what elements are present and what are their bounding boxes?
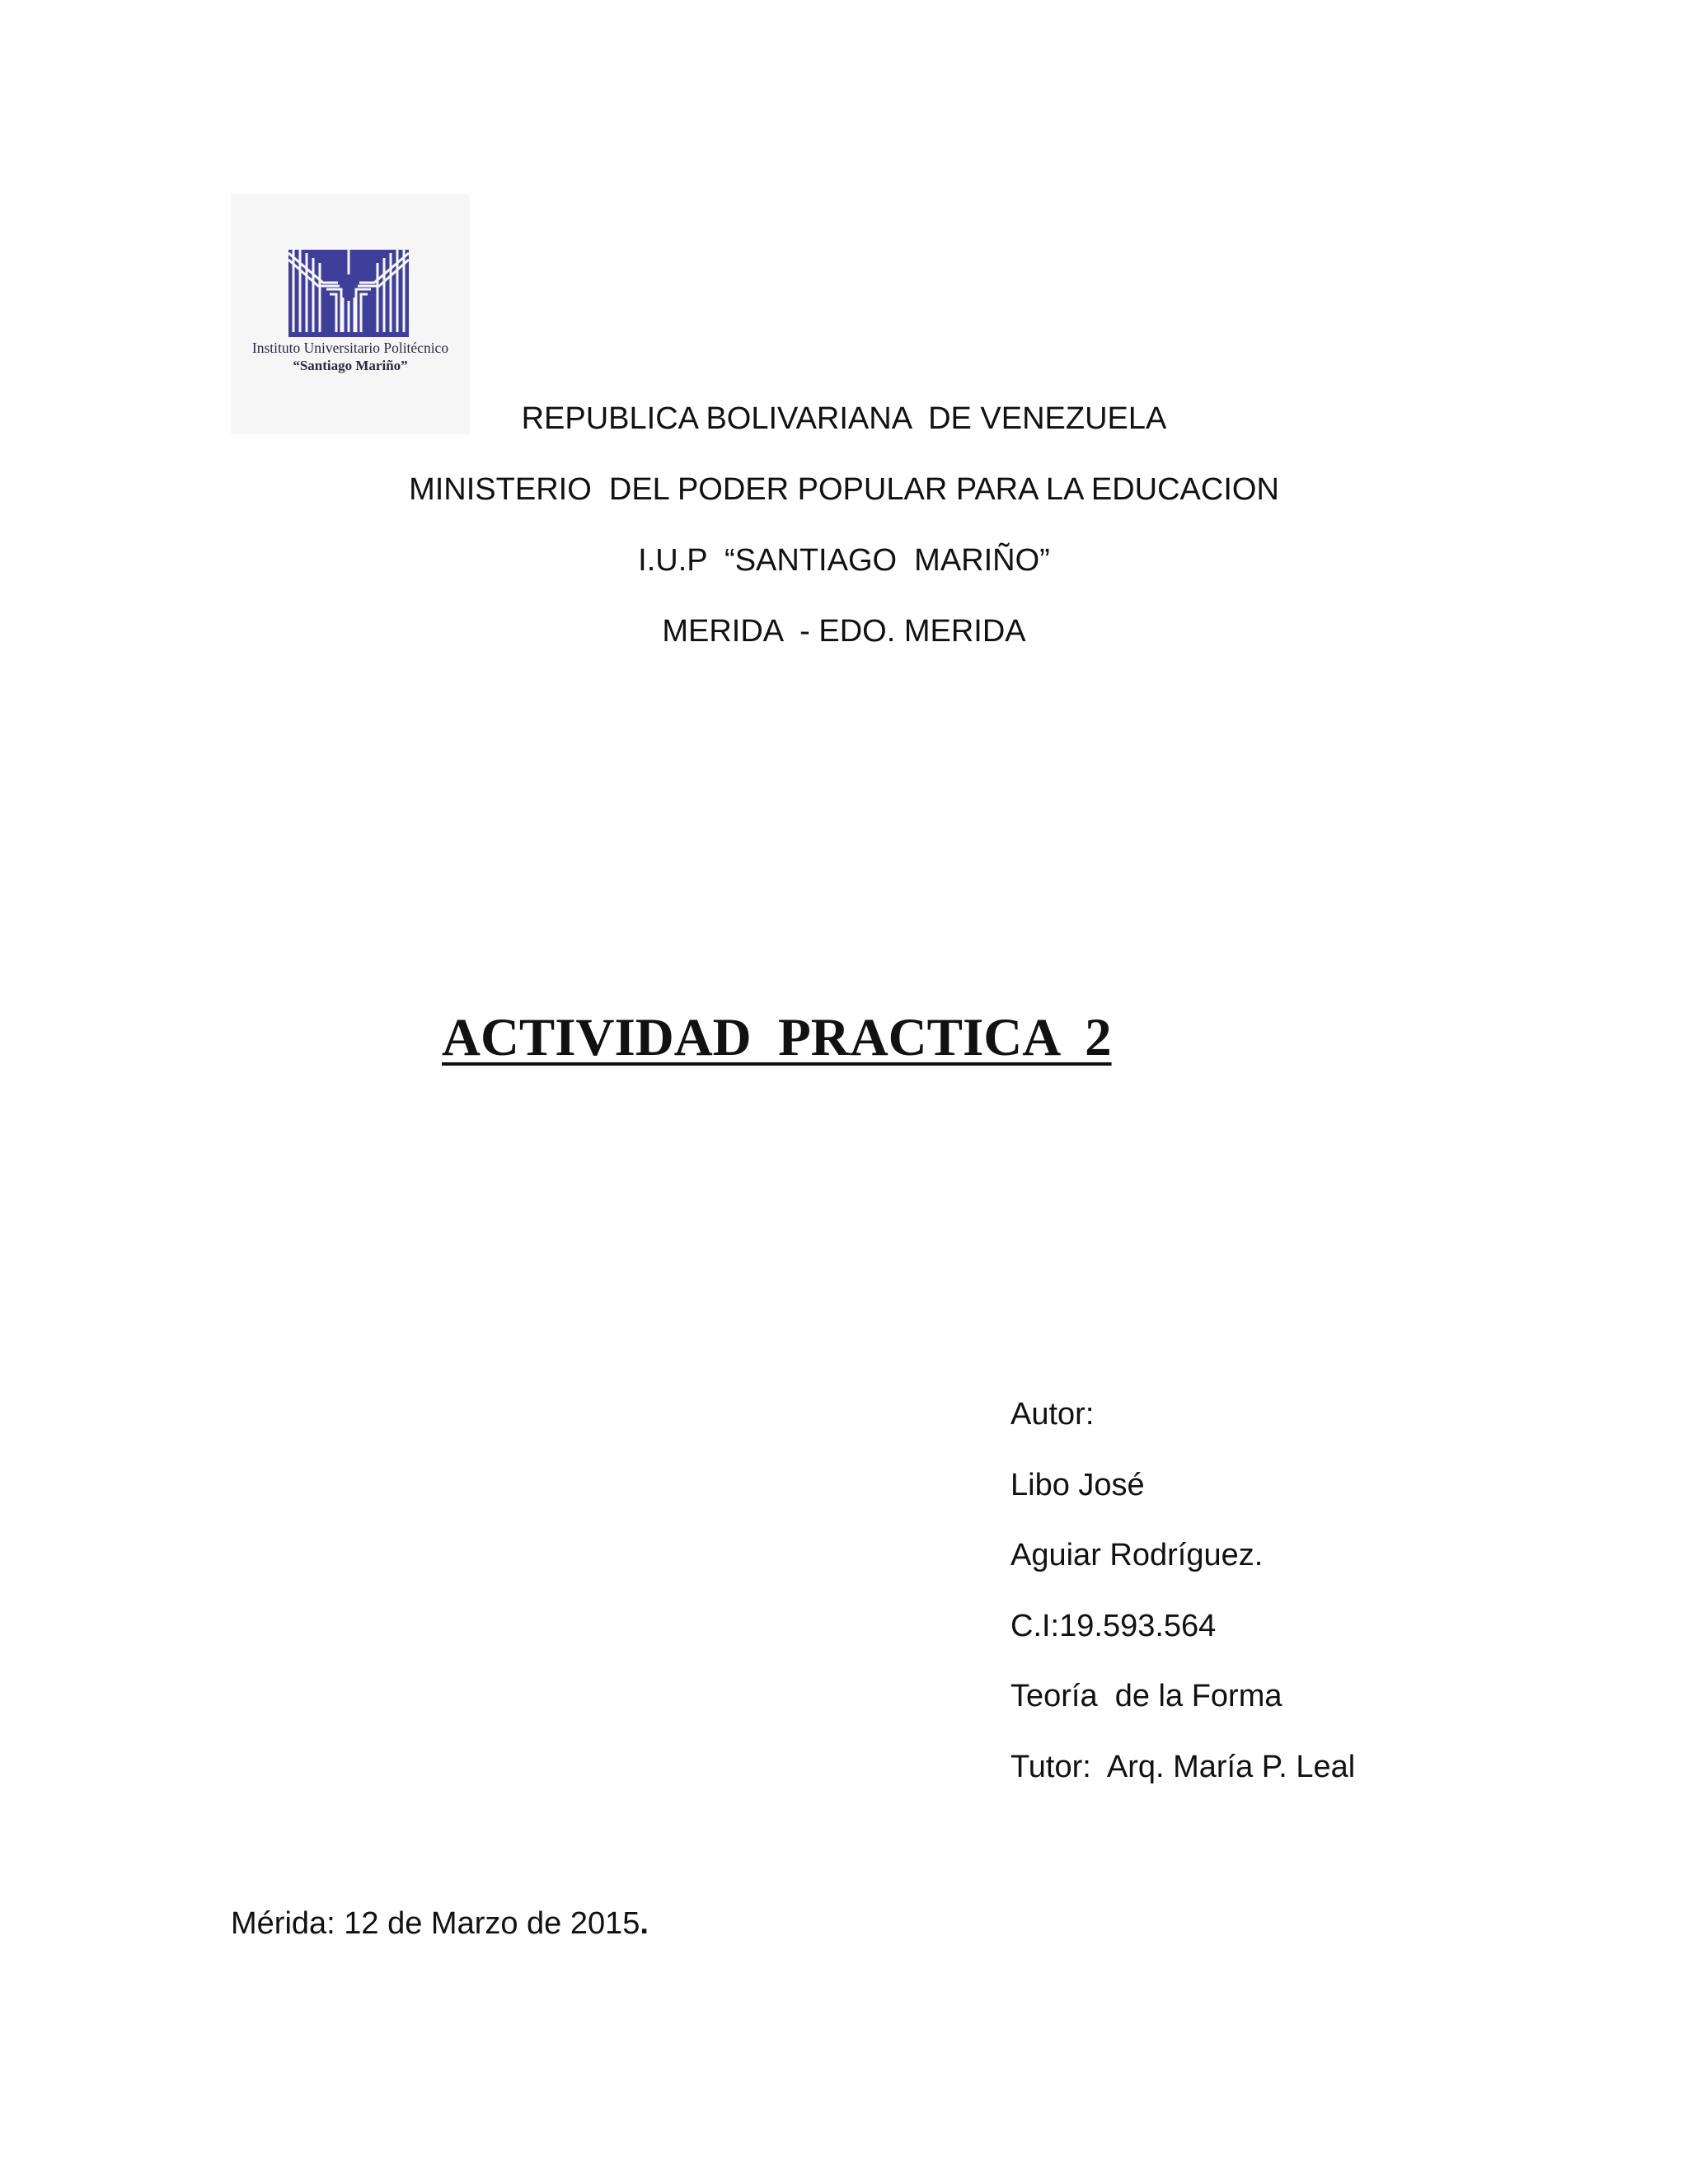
date-text: Mérida: 12 de Marzo de 2015 xyxy=(231,1906,640,1941)
author-surname: Aguiar Rodríguez. xyxy=(1010,1538,1264,1572)
author-name: Libo José xyxy=(1010,1468,1145,1502)
tutor-name: Tutor: Arq. María P. Leal xyxy=(1010,1750,1356,1784)
date-period: . xyxy=(640,1906,649,1941)
document-title: ACTIVIDAD PRACTICA 2 xyxy=(442,1008,1112,1067)
header-location: MERIDA - EDO. MERIDA xyxy=(662,614,1026,649)
logo-caption-institute: Instituto Universitario Politécnico xyxy=(251,340,449,356)
document-date xyxy=(231,1906,649,1942)
header-ministry: MINISTERIO DEL PODER POPULAR PARA LA EDUCACION xyxy=(409,472,1279,507)
institution-logo xyxy=(231,194,470,434)
author-ci: C.I:19.593.564 xyxy=(1010,1609,1217,1643)
course-name: Teoría de la Forma xyxy=(1010,1679,1282,1713)
author-label: Autor: xyxy=(1010,1397,1095,1432)
header-country: REPUBLICA BOLIVARIANA DE VENEZUELA xyxy=(521,401,1167,436)
institution-logo-mark xyxy=(288,250,409,337)
header-institute: I.U.P “SANTIAGO MARIÑO” xyxy=(638,543,1050,578)
logo-caption-name: “Santiago Mariño” xyxy=(293,358,408,373)
